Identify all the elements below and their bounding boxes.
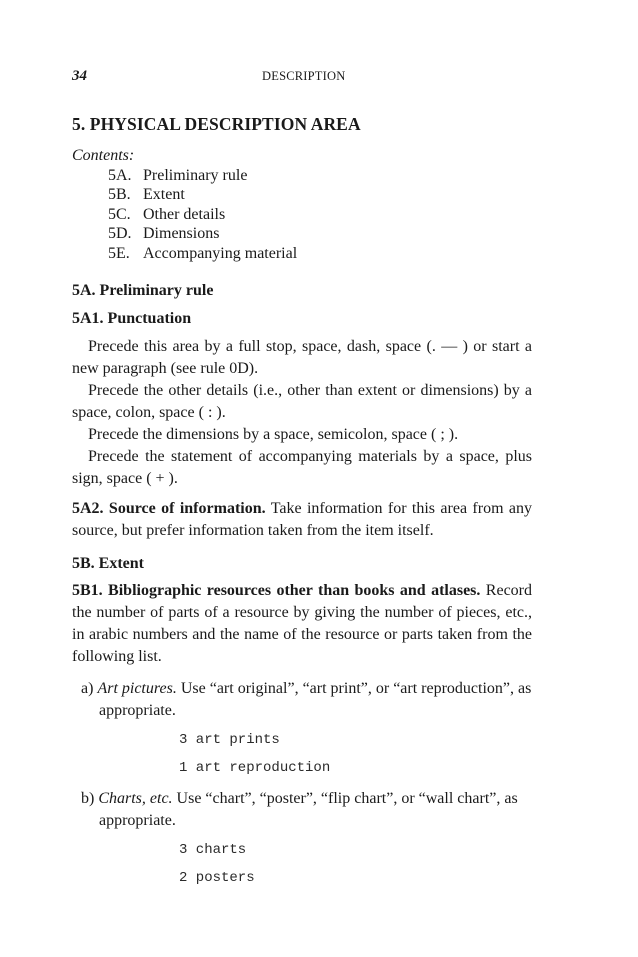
- contents-item-number: 5B.: [108, 186, 131, 203]
- rule-5b1: [72, 580, 532, 668]
- list-item-text: Use “art original”, “art print”, or “art reproduction”, as appropriate.: [99, 679, 532, 719]
- page-number: 34: [72, 68, 87, 84]
- rule-5a2-label: 5A2. Source of information.: [72, 500, 266, 517]
- contents-item: [108, 244, 532, 264]
- example-line: 3 art prints: [179, 731, 280, 748]
- running-title: DESCRIPTION: [262, 69, 346, 83]
- contents-item-label: Other details: [143, 205, 226, 223]
- rule-5a1-body: [72, 336, 532, 490]
- contents-item-number: 5C.: [108, 205, 131, 223]
- list-item-marker: b): [81, 789, 99, 807]
- contents-item-number: 5E.: [108, 244, 130, 262]
- example-line: 1 art reproduction: [179, 759, 331, 776]
- example-line: 3 charts: [179, 841, 247, 858]
- example-group: [72, 730, 532, 778]
- running-head: [72, 68, 532, 88]
- contents-item: [108, 185, 532, 205]
- rule-5a2: [72, 498, 532, 542]
- rule-paragraph: Precede the dimensions by a space, semicolon, space ( ; ).: [88, 426, 459, 443]
- contents-item: [108, 224, 532, 244]
- contents-item-label: Extent: [143, 186, 185, 203]
- example-group: [72, 840, 532, 888]
- rule-paragraph: Precede the other details (i.e., other than extent or dimensions) by a space, colon, space ( : ).: [72, 382, 532, 421]
- rule-paragraph: Precede this area by a full stop, space, dash, space (. — ) or start a new paragraph (see rule 0D).: [72, 338, 532, 377]
- list-item-term: Charts, etc.: [98, 789, 173, 807]
- contents-item-label: Dimensions: [143, 225, 220, 242]
- contents-item-number: 5A.: [108, 166, 132, 184]
- list-item-term: Art pictures.: [97, 679, 177, 697]
- rule-5a1-heading: 5A1. Punctuation: [72, 309, 192, 327]
- contents-item-label: Preliminary rule: [143, 166, 248, 184]
- contents-item: [108, 205, 532, 225]
- contents-item-label: Accompanying material: [143, 244, 298, 262]
- section-title: 5. PHYSICAL DESCRIPTION AREA: [72, 114, 361, 134]
- rule-5b1-text: Record the number of parts of a resource by giving the number of pieces, etc., in arabic numbers and the name of the resource or parts taken from the following list.: [72, 581, 533, 665]
- contents-list: [72, 166, 532, 264]
- contents-item-number: 5D.: [108, 225, 132, 242]
- document-page: [72, 68, 532, 888]
- contents-item: [108, 166, 532, 186]
- contents-label: Contents:: [72, 147, 135, 164]
- rule-5b1-label: 5B1. Bibliographic resources other than books and atlases.: [72, 581, 481, 599]
- list-item-marker: a): [81, 679, 98, 697]
- list-item-text: Use “chart”, “poster”, “flip chart”, or “wall chart”, as appropriate.: [99, 789, 518, 829]
- list-item: [72, 788, 532, 832]
- rule-5b-heading: 5B. Extent: [72, 555, 144, 572]
- example-line: 2 posters: [179, 869, 255, 886]
- rule-5a2-text: Take information for this area from any source, but prefer information taken from the item itself.: [72, 500, 533, 539]
- list-item: [72, 678, 532, 722]
- rule-paragraph: Precede the statement of accompanying materials by a space, plus sign, space ( + ).: [72, 448, 532, 487]
- rule-5a-heading: 5A. Preliminary rule: [72, 282, 214, 299]
